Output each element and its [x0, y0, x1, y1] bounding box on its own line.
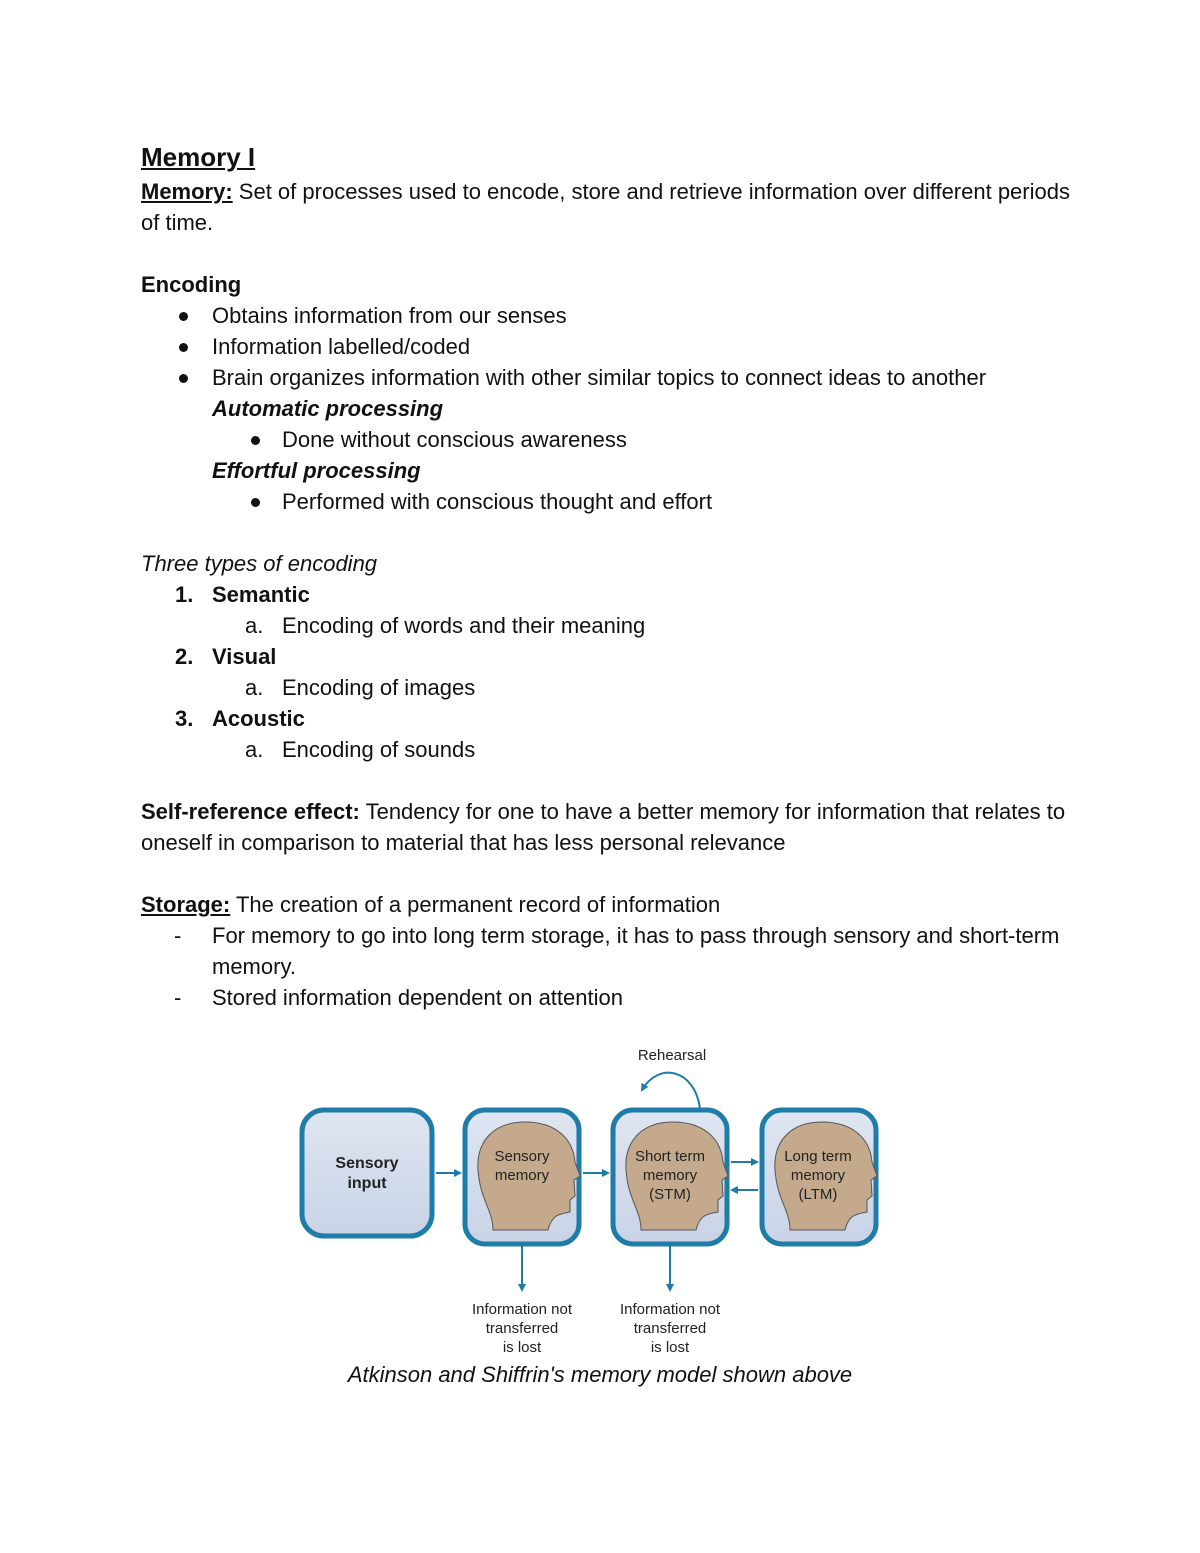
- encoding-list: [141, 300, 1081, 393]
- list-item: Done without conscious awareness: [141, 424, 1081, 455]
- lost-label: is lost: [502, 1339, 542, 1356]
- bullet-icon: [251, 436, 260, 445]
- bullet-icon: [179, 374, 188, 383]
- ltm-label: (LTM): [798, 1186, 838, 1203]
- bullet-icon: [251, 498, 260, 507]
- sensory-input-label: input: [347, 1175, 387, 1192]
- bullet-icon: [179, 312, 188, 321]
- list-item: 2. Visual: [175, 644, 277, 669]
- ltm-label: memory: [790, 1167, 846, 1184]
- encoding-types-heading: Three types of encoding: [141, 551, 378, 576]
- automatic-processing-heading: Automatic processing: [212, 396, 444, 421]
- stm-label: (STM): [649, 1186, 691, 1203]
- storage-list: [141, 920, 1081, 1013]
- list-item: Brain organizes information with other similar topics to connect ideas to another: [141, 362, 1081, 393]
- stm-label: Short term: [634, 1148, 706, 1165]
- list-item: - Stored information dependent on attention: [174, 985, 623, 1010]
- sensory-input-label: Sensory: [335, 1155, 399, 1172]
- list-item: a. Encoding of sounds: [245, 737, 476, 762]
- list-item: a. Encoding of images: [245, 675, 476, 700]
- encoding-heading: Encoding: [141, 272, 242, 297]
- page-title: Memory I: [141, 142, 256, 172]
- list-item: Information labelled/coded: [141, 331, 1081, 362]
- encoding-types-list: [141, 579, 1081, 765]
- figure-caption: Atkinson and Shiffrin's memory model shown above: [347, 1362, 853, 1387]
- sensory-memory-label: Sensory: [494, 1148, 550, 1165]
- document-page: [141, 138, 1081, 1013]
- stm-label: memory: [642, 1167, 698, 1184]
- rehearsal-label: Rehearsal: [637, 1047, 707, 1064]
- self-reference-term: Self-reference effect:: [141, 799, 360, 824]
- self-reference-definition: [141, 796, 1081, 858]
- lost-label: Information not: [471, 1301, 573, 1318]
- effortful-list: [141, 486, 1081, 517]
- memory-definition-text: Set of processes used to encode, store and retrieve information over different periods of time.: [141, 179, 1070, 235]
- bullet-icon: [179, 343, 188, 352]
- sensory-input-box: [302, 1110, 432, 1236]
- list-item: - For memory to go into long term storage, it has to pass through sensory and short-term memory.: [174, 923, 1060, 979]
- ltm-label: Long term: [784, 1148, 852, 1165]
- automatic-list: [141, 424, 1081, 455]
- effortful-processing-heading: Effortful processing: [212, 458, 421, 483]
- memory-term: Memory:: [141, 179, 233, 204]
- list-item: a. Encoding of words and their meaning: [245, 613, 646, 638]
- list-item: Obtains information from our senses: [141, 300, 1081, 331]
- list-item: Performed with conscious thought and effort: [141, 486, 1081, 517]
- list-item: 1. Semantic: [175, 582, 310, 607]
- storage-term: Storage:: [141, 892, 231, 917]
- lost-label: is lost: [650, 1339, 690, 1356]
- lost-label: transferred: [485, 1320, 559, 1337]
- memory-model-diagram: [290, 1040, 910, 1370]
- lost-label: transferred: [633, 1320, 707, 1337]
- list-item: 3. Acoustic: [175, 706, 305, 731]
- self-reference-text: Tendency for one to have a better memory for information that relates to oneself in comparison to material that has less personal relevance: [141, 799, 1066, 855]
- storage-definition: [141, 889, 1081, 920]
- memory-definition: [141, 176, 1081, 238]
- lost-label: Information not: [619, 1301, 721, 1318]
- storage-text: The creation of a permanent record of information: [230, 892, 721, 917]
- rehearsal-loop-arrow: [642, 1073, 700, 1108]
- sensory-memory-label: memory: [494, 1167, 550, 1184]
